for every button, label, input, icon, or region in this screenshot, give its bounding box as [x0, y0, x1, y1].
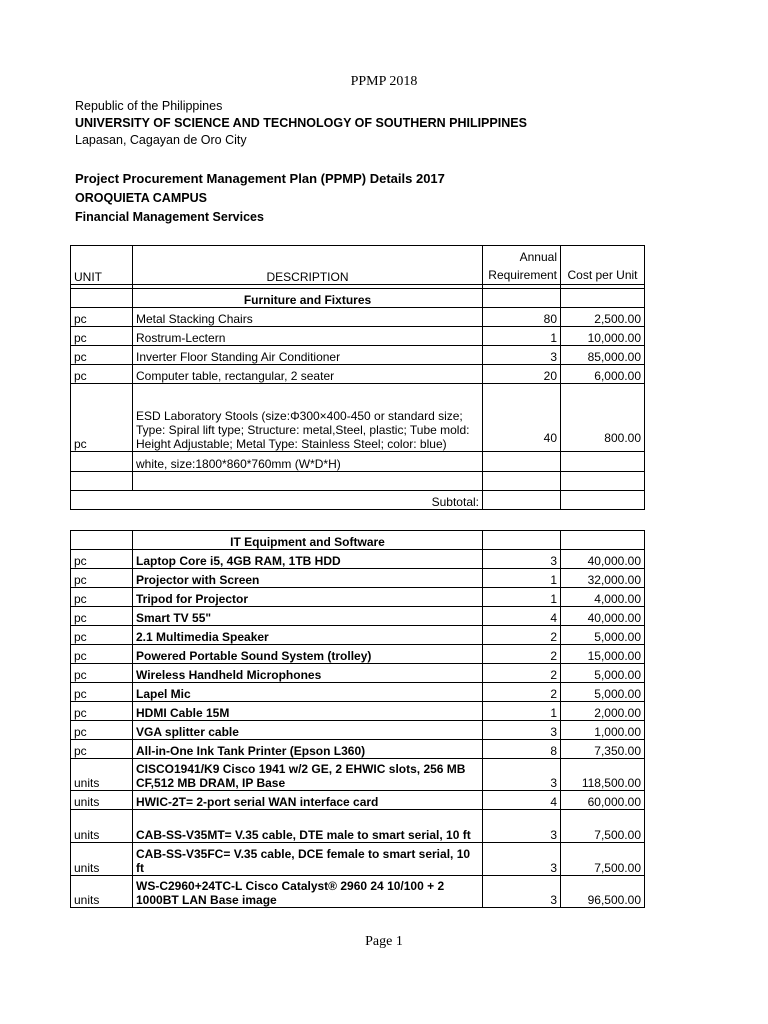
cost-per-unit-cell: 2,500.00	[561, 308, 645, 327]
unit-cell	[71, 491, 133, 510]
description-cell: WS-C2960+24TC-L Cisco Catalyst® 2960 24 10/100 + 2 1000BT LAN Base image	[133, 876, 483, 908]
description-cell: HWIC-2T= 2-port serial WAN interface card	[133, 791, 483, 810]
annual-requirement-cell: 3	[483, 550, 561, 569]
table-row	[71, 607, 645, 626]
cost-per-unit-cell: 96,500.00	[561, 876, 645, 908]
table-header-row	[71, 246, 645, 285]
unit-cell: pc	[71, 365, 133, 384]
description-cell: CAB-SS-V35FC= V.35 cable, DCE female to smart serial, 10 ft	[133, 843, 483, 876]
annual-requirement-cell	[483, 531, 561, 550]
table-row	[71, 740, 645, 759]
unit-cell: pc	[71, 683, 133, 702]
annual-requirement-cell: 40	[483, 384, 561, 452]
unit-cell: units	[71, 810, 133, 843]
annual-requirement-cell: 20	[483, 365, 561, 384]
table-row	[71, 308, 645, 327]
cost-per-unit-cell	[561, 472, 645, 491]
description-cell	[133, 472, 483, 491]
annual-requirement-cell: 2	[483, 664, 561, 683]
unit-cell: units	[71, 791, 133, 810]
republic-line: Republic of the Philippines	[75, 99, 223, 113]
unit-cell: pc	[71, 721, 133, 740]
cost-per-unit-cell: 32,000.00	[561, 569, 645, 588]
cost-per-unit-cell: 1,000.00	[561, 721, 645, 740]
table-row	[71, 683, 645, 702]
section-heading-row	[71, 289, 645, 308]
plan-title: Project Procurement Management Plan (PPMP) Details 2017	[75, 171, 445, 186]
cost-per-unit-cell: 6,000.00	[561, 365, 645, 384]
section-heading-row	[71, 531, 645, 550]
unit-cell: pc	[71, 626, 133, 645]
unit-cell: pc	[71, 308, 133, 327]
description-cell: Laptop Core i5, 4GB RAM, 1TB HDD	[133, 550, 483, 569]
table-row	[71, 452, 645, 472]
unit-cell: pc	[71, 569, 133, 588]
cost-per-unit-cell: 85,000.00	[561, 346, 645, 365]
description-cell: Tripod for Projector	[133, 588, 483, 607]
description-cell: Smart TV 55"	[133, 607, 483, 626]
cost-per-unit-cell: 5,000.00	[561, 683, 645, 702]
table-row	[71, 626, 645, 645]
col-annual-header: Annual Requirement	[483, 246, 561, 285]
unit-cell: pc	[71, 346, 133, 365]
annual-requirement-cell	[483, 289, 561, 308]
office-name: Financial Management Services	[75, 210, 264, 224]
annual-requirement-cell: 1	[483, 327, 561, 346]
annual-requirement-cell: 3	[483, 346, 561, 365]
annual-requirement-cell: 2	[483, 626, 561, 645]
description-cell: ESD Laboratory Stools (size:Φ300×400-450 or standard size; Type: Spiral lift type; Structure: metal,Steel, plastic; Tube mold: Height Adjustable; Metal Type: Stainless Steel; color: blue)	[133, 384, 483, 452]
cost-per-unit-cell	[561, 452, 645, 472]
cost-per-unit-cell: 7,500.00	[561, 843, 645, 876]
furniture-table	[70, 245, 645, 510]
col-description-header: DESCRIPTION	[133, 246, 483, 285]
university-address: Lapasan, Cagayan de Oro City	[75, 133, 247, 147]
table-row	[71, 384, 645, 452]
annual-requirement-cell: 80	[483, 308, 561, 327]
subtotal-label: Subtotal:	[133, 491, 483, 510]
description-cell: CISCO1941/K9 Cisco 1941 w/2 GE, 2 EHWIC slots, 256 MB CF,512 MB DRAM, IP Base	[133, 759, 483, 791]
cost-per-unit-cell: 15,000.00	[561, 645, 645, 664]
unit-cell: pc	[71, 327, 133, 346]
subtotal-row	[71, 491, 645, 510]
cost-per-unit-cell: 7,350.00	[561, 740, 645, 759]
description-cell: CAB-SS-V35MT= V.35 cable, DTE male to smart serial, 10 ft	[133, 810, 483, 843]
unit-cell: pc	[71, 702, 133, 721]
unit-cell: units	[71, 759, 133, 791]
cost-per-unit-cell: 800.00	[561, 384, 645, 452]
table-row	[71, 791, 645, 810]
furniture-heading: Furniture and Fixtures	[133, 289, 483, 308]
description-cell: Inverter Floor Standing Air Conditioner	[133, 346, 483, 365]
annual-requirement-cell	[483, 491, 561, 510]
cost-per-unit-cell: 7,500.00	[561, 810, 645, 843]
description-cell: Rostrum-Lectern	[133, 327, 483, 346]
annual-requirement-cell: 3	[483, 843, 561, 876]
annual-requirement-cell: 8	[483, 740, 561, 759]
empty-row	[71, 472, 645, 491]
annual-requirement-cell: 3	[483, 721, 561, 740]
cost-per-unit-cell: 10,000.00	[561, 327, 645, 346]
description-cell: Wireless Handheld Microphones	[133, 664, 483, 683]
unit-cell: units	[71, 843, 133, 876]
cost-per-unit-cell: 118,500.00	[561, 759, 645, 791]
description-cell: Lapel Mic	[133, 683, 483, 702]
annual-requirement-cell: 1	[483, 702, 561, 721]
it-heading: IT Equipment and Software	[133, 531, 483, 550]
annual-requirement-cell: 2	[483, 683, 561, 702]
table-row	[71, 810, 645, 843]
cost-per-unit-cell: 40,000.00	[561, 607, 645, 626]
unit-cell: pc	[71, 384, 133, 452]
col-cost-header: Cost per Unit	[561, 246, 645, 285]
description-cell: 2.1 Multimedia Speaker	[133, 626, 483, 645]
cost-per-unit-cell: 60,000.00	[561, 791, 645, 810]
description-cell: Powered Portable Sound System (trolley)	[133, 645, 483, 664]
table-row	[71, 569, 645, 588]
table-row	[71, 346, 645, 365]
unit-cell: pc	[71, 645, 133, 664]
annual-requirement-cell: 1	[483, 588, 561, 607]
table-row	[71, 588, 645, 607]
annual-requirement-cell	[483, 472, 561, 491]
annual-requirement-cell: 3	[483, 810, 561, 843]
annual-requirement-cell	[483, 452, 561, 472]
unit-cell	[71, 531, 133, 550]
table-row	[71, 664, 645, 683]
unit-cell: pc	[71, 607, 133, 626]
annual-requirement-cell: 4	[483, 791, 561, 810]
annual-requirement-cell: 2	[483, 645, 561, 664]
table-row	[71, 327, 645, 346]
cost-per-unit-cell: 40,000.00	[561, 550, 645, 569]
table-row	[71, 645, 645, 664]
cost-per-unit-cell: 4,000.00	[561, 588, 645, 607]
document-title: PPMP 2018	[350, 74, 418, 89]
table-row	[71, 365, 645, 384]
description-cell: HDMI Cable 15M	[133, 702, 483, 721]
annual-requirement-cell: 3	[483, 759, 561, 791]
unit-cell: pc	[71, 740, 133, 759]
table-row	[71, 721, 645, 740]
annual-requirement-cell: 1	[483, 569, 561, 588]
unit-cell: pc	[71, 664, 133, 683]
cost-per-unit-cell	[561, 289, 645, 308]
description-cell: Projector with Screen	[133, 569, 483, 588]
table-row	[71, 759, 645, 791]
unit-cell: pc	[71, 550, 133, 569]
cost-per-unit-cell	[561, 531, 645, 550]
description-cell: All-in-One Ink Tank Printer (Epson L360)	[133, 740, 483, 759]
description-cell: VGA splitter cable	[133, 721, 483, 740]
it-equipment-table	[70, 530, 645, 908]
cost-per-unit-cell: 5,000.00	[561, 626, 645, 645]
cost-per-unit-cell	[561, 491, 645, 510]
cost-per-unit-cell: 2,000.00	[561, 702, 645, 721]
annual-requirement-cell: 3	[483, 876, 561, 908]
unit-cell	[71, 472, 133, 491]
university-name: UNIVERSITY OF SCIENCE AND TECHNOLOGY OF SOUTHERN PHILIPPINES	[75, 116, 527, 130]
campus-name: OROQUIETA CAMPUS	[75, 191, 207, 205]
description-cell: Computer table, rectangular, 2 seater	[133, 365, 483, 384]
annual-requirement-cell: 4	[483, 607, 561, 626]
page-number: Page 1	[365, 934, 403, 949]
extra-description-line: white, size:1800*860*760mm (W*D*H)	[133, 452, 483, 472]
table-row	[71, 843, 645, 876]
cost-per-unit-cell: 5,000.00	[561, 664, 645, 683]
description-cell: Metal Stacking Chairs	[133, 308, 483, 327]
unit-cell: units	[71, 876, 133, 908]
table-row	[71, 702, 645, 721]
unit-cell	[71, 452, 133, 472]
table-row	[71, 550, 645, 569]
col-unit-header: UNIT	[71, 246, 133, 285]
unit-cell: pc	[71, 588, 133, 607]
table-row	[71, 876, 645, 908]
unit-cell	[71, 289, 133, 308]
